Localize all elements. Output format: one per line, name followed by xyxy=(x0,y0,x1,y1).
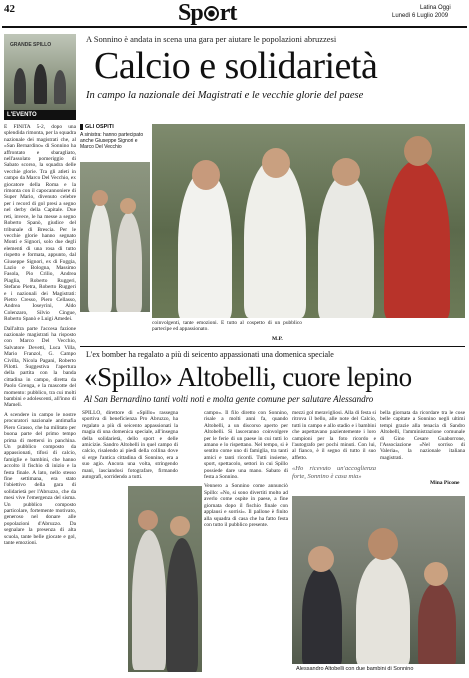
top-subheadline: In campo la nazionale dei Magistrati e le vecchie glorie del paese xyxy=(86,90,364,101)
bottom-headline: «Spillo» Altobelli, cuore lepino xyxy=(84,362,412,392)
main-photo xyxy=(152,124,465,318)
bottom-photo-children xyxy=(292,496,465,664)
body-paragraph: A scendere in campo le nostre procuratori nazionale antimafia Piero Grasso, che ha militato per buona parte del primo tempo prima di mettersi in panchina. Un pubblico composto da appassionati, tifosi di calcio, famiglie e bambini, che hanno accolto il fischio di inizio e la festa finale. A lato, nello stesso fine settimana, era stato l'obiettivo della gara di solidarietà per l'Abruzzo, che da mesi vive l'emergenza del sisma. Un pubblico composto particolare, fortemente motivato, generoso nel donare alle popolazioni d'Abruzzo. Da segnalare la presenza di alta scuola, tante belle giocate e gol, tante emozioni. xyxy=(4,411,76,546)
bottom-byline: Mina Picone xyxy=(430,480,460,486)
page-date: Lunedì 6 Luglio 2009 xyxy=(392,13,449,19)
inset-photo xyxy=(80,162,150,312)
photo-caption-body: A sinistra: hanno partecipato anche Giuseppe Signori e Marco Del Vecchio xyxy=(80,132,144,150)
thumbnail-photo xyxy=(4,34,76,110)
soccer-ball-icon xyxy=(204,6,219,21)
section-label: L'EVENTO xyxy=(4,110,76,120)
body-paragraph: È FINITA 5-2, dopo una splendida rimonta, per la squadra nazionale dei magistrati che, al «San Bernardino» di Sonnino ha affrontato e sbaragliato, nell'assolato pomeriggio di Sabato scorso, la squadra delle vecchie glorie. Tra gli atleti in campo da Marco Del Vecchio, ex giocatore della Roma e la rimonta con il capocannoniere di Super Mario, divenuto celebre per i record di gol presi a segno nel derby della Capitale. Due reti, invece, le ha messe a segno Roberto Spanò, giudice del tribunale di Brescia. Per le vecchie glorie hanno segnato Monti e Signori, solo due degli elementi di una rosa di tutto rispetto e formata, appunto, dal Giuseppe Signori, ex di Foggia, Lazio e Bologna, Massimo Fasola, Pio Crilio, Andrea Piaglia, Roberto Ruggeri, Stefano Pietra, Roberto Ruggeri e i nazionali dei Magistrati: Pietro Cresso, Piero Cellasso, Andrea Ioseyrini, Aldo Colenzaro, Silvio Cingue, Roberto Spanò e Luigi Amedei. xyxy=(4,124,76,323)
page-number: 42 xyxy=(4,3,15,15)
paper-name: Latina Oggi xyxy=(420,5,451,11)
bottom-photo-altobelli xyxy=(128,486,202,672)
bottom-col1: SPILLO, direttore di «Spillo» rassegna sportiva di beneficienza Pro Abruzzo, ha regalato a più di seicento appassionati la magia di una domenica speciale, all'insegna della solidarietà, dello sport e delle amicizie. Sandro Altobelli in quel campo di calcio, risalendo ai piedi della collina dove si erge l'antica cittadina di Sonnino, era a suo agio. Ancora una volta, stringendo mani, lasciandosi fotografare, firmando autografi, sorridendo a tutti. xyxy=(82,410,178,481)
top-byline: M.P. xyxy=(272,336,283,342)
bottom-subheadline: Al San Bernardino tanti volti noti e molta gente comune per salutare Alessandro xyxy=(84,394,374,404)
top-body-col2: coinvolgenti, tante emozioni. E tutto al cospetto di un pubblico partecipe ed appassionato. xyxy=(152,320,302,333)
bottom-col4: bella giornata da ricordare tra le cose belle capitate a Sonnino negli ultimi tempi grazie alla tenacia di Sandro Altobelli, l'amministrazione comunale di Gino Cesare Guaborrone, l'Associazione «Nel sorriso di Valeria», la nazionale italiana magistrati. xyxy=(380,410,465,461)
section-divider xyxy=(80,346,465,347)
top-body-col1 xyxy=(4,124,76,672)
photo-caption-box xyxy=(80,124,150,160)
section-title xyxy=(178,0,236,27)
header-rule xyxy=(2,26,467,28)
thumbnail-caption: GRANDE SPILLO xyxy=(10,42,52,48)
section-title-right: rt xyxy=(219,0,237,26)
section-title-left: Sp xyxy=(178,0,203,26)
pull-quote: «Ho ricevuto un'accoglienza forte, Sonnino è casa mia» xyxy=(292,465,376,480)
bottom-kicker: L'ex bomber ha regalato a più di seicento appassionati una domenica speciale xyxy=(86,350,334,359)
bottom-col2: campo». Il filo diretto con Sonnino, risale a molti anni fa, quando Altobelli, a un discorso aperto per Altobelli. Si lasceranno coinvolgere per le ferie di un paese in cui tutti lo amano e lo rispettano. Nel tempo, si è sentito come uno di famiglia, tra tanti amici e tanti ricordi. Tutti insieme, sport, spettacolo, settori in cui Spillo possiede dare una mano. Sabato di festa a Sonnino. Vennero a Sonnino come annunciò Spillo: «No, si sono divertiti molto ad averlo come ospite in paese, a fine giornata dopo il fischio finale con applausi e sorrisi». Il pallone è finito alla squadra di casa che ha fatto festa con tutto il pubblico presente. xyxy=(204,410,288,528)
top-headline: Calcio e solidarietà xyxy=(94,45,378,87)
photo-caption-title: GLI OSPITI xyxy=(80,124,150,130)
bottom-col3: mezzi gol meravigliosi. Alla di festa si ritrova il bello, alle note del Calcio, tutti in campo e allo stadio e i bambini che aspettavano pazientemente i loro campioni per la foto ricordo e l'autografo per pochi minuti. Con lui, al fianco, è il segno di tutto il suo affetto. «Ho ricevuto un'accoglienza forte, Sonnino è casa mia» xyxy=(292,410,376,480)
bottom-photo-caption: Alessandro Altobelli con due bambini di Sonnino xyxy=(296,666,414,672)
top-kicker: A Sonnino è andata in scena una gara per aiutare le popolazioni abruzzesi xyxy=(86,34,337,44)
body-paragraph: Dall'altra parte l'accesa fazione nazionale magistrati ha risposto con Marco Del Vecchio, Salvatore Devetti, Luca Villa, Mario Franzol, G. Campo Civilla, Nicola Pagani, Roberto Pilotti. Suggestiva l'apertura della partita con la banda cittadina in campo, diretta da Paolo Grenga, e la mascotte del momento: pubblico, tra cui molti bambini e adolescenti, all'inno di Mameli. xyxy=(4,325,76,409)
